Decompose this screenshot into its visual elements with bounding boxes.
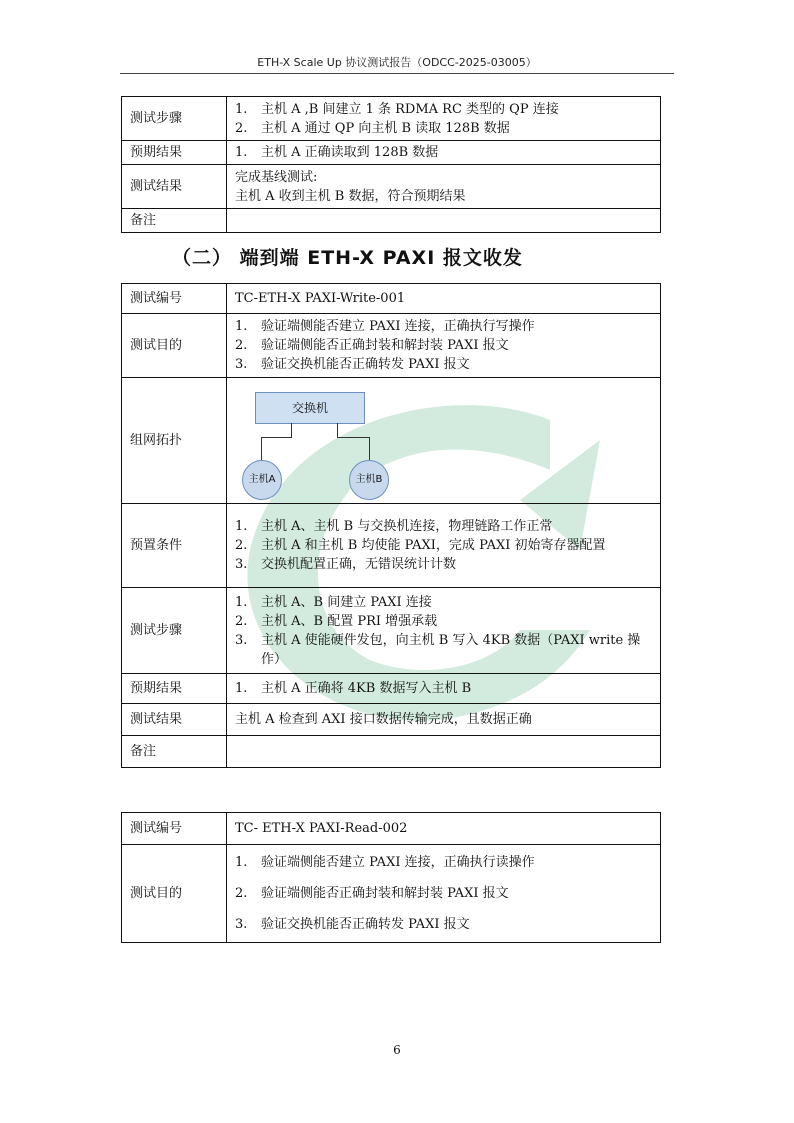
precondition-label: 预置条件 — [122, 504, 227, 588]
connector-line — [291, 423, 292, 437]
result-line: 主机 A 收到主机 B 数据，符合预期结果 — [235, 188, 466, 204]
list-item: 2. 验证端侧能否正确封装和解封装 PAXI 报文 — [235, 338, 509, 353]
list-item: 3. 主机 A 使能硬件发包，向主机 B 写入 4KB 数据（PAXI write 操作） — [235, 632, 641, 667]
purpose-label: 测试目的 — [122, 314, 227, 378]
expected-label: 预期结果 — [122, 141, 227, 165]
switch-node: 交换机 — [255, 392, 365, 424]
expected-label: 预期结果 — [122, 674, 227, 704]
connector-line — [261, 437, 292, 438]
steps-cell — [227, 97, 661, 141]
host-b-node: 主机B — [349, 460, 389, 500]
list-item: 1. 主机 A 正确将 4KB 数据写入主机 B — [235, 681, 472, 696]
connector-line — [261, 437, 262, 460]
host-a-node: 主机A — [242, 460, 282, 500]
purpose-label: 测试目的 — [122, 845, 227, 943]
result-label: 测试结果 — [122, 704, 227, 736]
connector-line — [369, 437, 370, 460]
list-item: 2. 主机 A 和主机 B 均使能 PAXI，完成 PAXI 初始寄存器配置 — [235, 538, 606, 553]
list-item: 3. 验证交换机能否正确转发 PAXI 报文 — [235, 917, 470, 932]
list-item: 1. 主机 A、主机 B 与交换机连接，物理链路工作正常 — [235, 519, 553, 534]
list-item: 1. 主机 A 正确读取到 128B 数据 — [235, 145, 439, 160]
list-item: 1. 主机 A、B 间建立 PAXI 连接 — [235, 594, 432, 610]
purpose-cell — [227, 314, 661, 378]
list-item: 2. 主机 A 通过 QP 向主机 B 读取 128B 数据 — [235, 120, 510, 136]
connector-line — [337, 423, 338, 437]
topology-cell — [227, 378, 661, 504]
test-id-label: 测试编号 — [122, 813, 227, 845]
test-id-value: TC- ETH-X PAXI-Read-002 — [227, 813, 661, 845]
test-id-label: 测试编号 — [122, 284, 227, 314]
section-title: （二） 端到端 ETH-X PAXI 报文收发 — [172, 247, 523, 269]
list-item: 1. 验证端侧能否建立 PAXI 连接，正确执行读操作 — [235, 855, 535, 870]
remark-label: 备注 — [122, 209, 227, 233]
baseline-test-table — [121, 96, 661, 233]
list-item: 1. 验证端侧能否建立 PAXI 连接，正确执行写操作 — [235, 319, 535, 334]
list-item: 3. 交换机配置正确，无错误统计计数 — [235, 557, 457, 572]
remark-label: 备注 — [122, 736, 227, 768]
paxi-write-test-table — [121, 283, 661, 768]
connector-line — [337, 437, 369, 438]
precondition-cell — [227, 504, 661, 588]
list-item: 2. 主机 A、B 配置 PRI 增强承载 — [235, 613, 438, 629]
steps-label: 测试步骤 — [122, 97, 227, 141]
page-header: ETH-X Scale Up 协议测试报告（ODCC-2025-03005） — [257, 56, 537, 69]
result-cell — [227, 165, 661, 209]
remark-cell — [227, 736, 661, 768]
page-number: 6 — [393, 1043, 401, 1057]
test-id-value: TC-ETH-X PAXI-Write-001 — [227, 284, 661, 314]
header-rule — [120, 73, 674, 74]
list-item: 2. 验证端侧能否正确封装和解封装 PAXI 报文 — [235, 886, 509, 901]
topology-diagram — [235, 382, 675, 500]
steps-label: 测试步骤 — [122, 588, 227, 674]
expected-cell — [227, 141, 661, 165]
purpose-cell — [227, 845, 661, 943]
steps-cell — [227, 588, 661, 674]
list-item: 1. 主机 A ,B 间建立 1 条 RDMA RC 类型的 QP 连接 — [235, 101, 559, 117]
result-label: 测试结果 — [122, 165, 227, 209]
result-cell: 主机 A 检查到 AXI 接口数据传输完成，且数据正确 — [227, 704, 661, 736]
result-line: 完成基线测试: — [235, 169, 318, 185]
topology-label: 组网拓扑 — [122, 378, 227, 504]
expected-cell — [227, 674, 661, 704]
list-item: 3. 验证交换机能否正确转发 PAXI 报文 — [235, 357, 470, 372]
paxi-read-test-table — [121, 812, 661, 943]
remark-cell — [227, 209, 661, 233]
